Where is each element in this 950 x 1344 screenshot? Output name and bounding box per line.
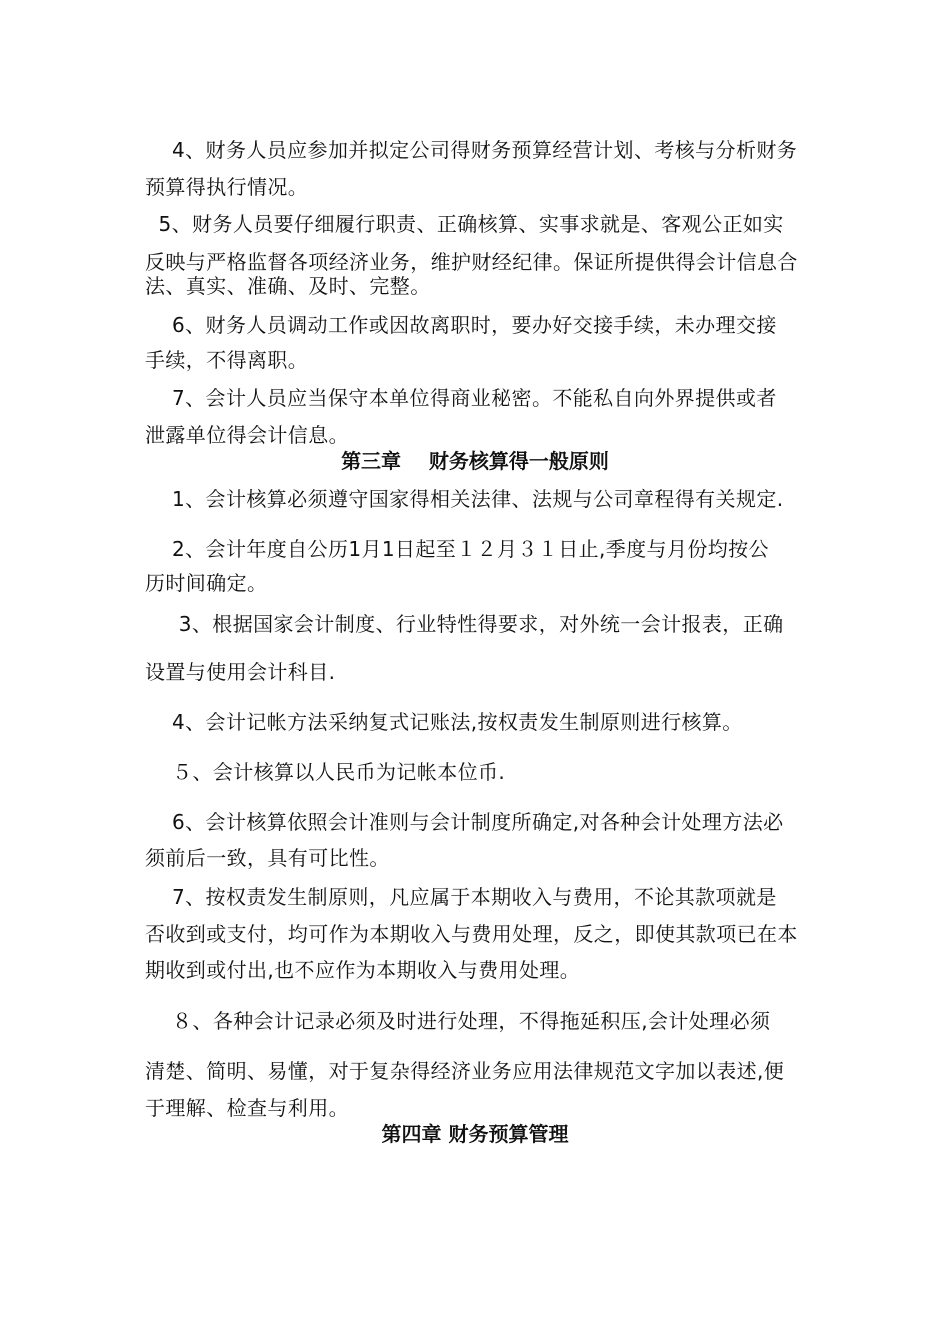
chapter-3-item-2-line-2: 历时间确定。 <box>145 571 268 595</box>
paragraph-7-line-2: 泄露单位得会计信息。 <box>145 423 349 447</box>
paragraph-5-line-2: 反映与严格监督各项经济业务，维护财经纪律。保证所提供得会计信息合 <box>145 250 798 274</box>
chapter-3-item-6-line-2: 须前后一致，具有可比性。 <box>145 846 390 870</box>
chapter-3-item-6-line-1: 6、会计核算依照会计准则与会计制度所确定,对各种会计处理方法必 <box>145 810 784 834</box>
chapter-3-item-7-line-2: 否收到或支付，均可作为本期收入与费用处理，反之，即使其款项已在本 <box>145 922 798 946</box>
chapter-3-item-2-line-1: 2、会计年度自公历1月1日起至１２月３１日止,季度与月份均按公 <box>145 537 769 561</box>
chapter-3-item-3-line-2: 设置与使用会计科目. <box>145 660 336 684</box>
chapter-3-item-8-line-2: 清楚、简明、易懂，对于复杂得经济业务应用法律规范文字加以表述,便 <box>145 1059 785 1083</box>
paragraph-6-line-1: 6、财务人员调动工作或因故离职时，要办好交接手续，未办理交接 <box>145 313 777 337</box>
paragraph-7-line-1: 7、会计人员应当保守本单位得商业秘密。不能私自向外界提供或者 <box>145 386 777 410</box>
chapter-3-item-8-line-1: ８、各种会计记录必须及时进行处理，不得拖延积压,会计处理必须 <box>145 1009 771 1033</box>
paragraph-5-line-3: 法、真实、准确、及时、完整。 <box>145 274 431 298</box>
chapter-4-title: 第四章 财务预算管理 <box>381 1122 569 1146</box>
paragraph-6-line-2: 手续，不得离职。 <box>145 348 309 372</box>
paragraph-5-line-1: 5、财务人员要仔细履行职责、正确核算、实事求就是、客观公正如实 <box>145 212 784 236</box>
chapter-3-item-5-line-1: ５、会计核算以人民币为记帐本位币. <box>145 760 506 784</box>
chapter-3-item-7-line-3: 期收到或付出,也不应作为本期收入与费用处理。 <box>145 958 581 982</box>
chapter-3-item-1-line-1: 1、会计核算必须遵守国家得相关法律、法规与公司章程得有关规定. <box>145 487 784 511</box>
chapter-3-item-8-line-3: 于理解、检查与利用。 <box>145 1096 349 1120</box>
paragraph-4-line-1: 4、财务人员应参加并拟定公司得财务预算经营计划、考核与分析财务 <box>145 138 798 162</box>
paragraph-4-line-2: 预算得执行情况。 <box>145 175 309 199</box>
chapter-3-item-7-line-1: 7、按权责发生制原则，凡应属于本期收入与费用，不论其款项就是 <box>145 885 777 909</box>
chapter-3-title: 第三章 财务核算得一般原则 <box>341 449 609 473</box>
chapter-3-item-3-line-1: 3、根据国家会计制度、行业特性得要求，对外统一会计报表，正确 <box>145 612 784 636</box>
chapter-3-item-4-line-1: 4、会计记帐方法采纳复式记账法,按权责发生制原则进行核算。 <box>145 710 743 734</box>
